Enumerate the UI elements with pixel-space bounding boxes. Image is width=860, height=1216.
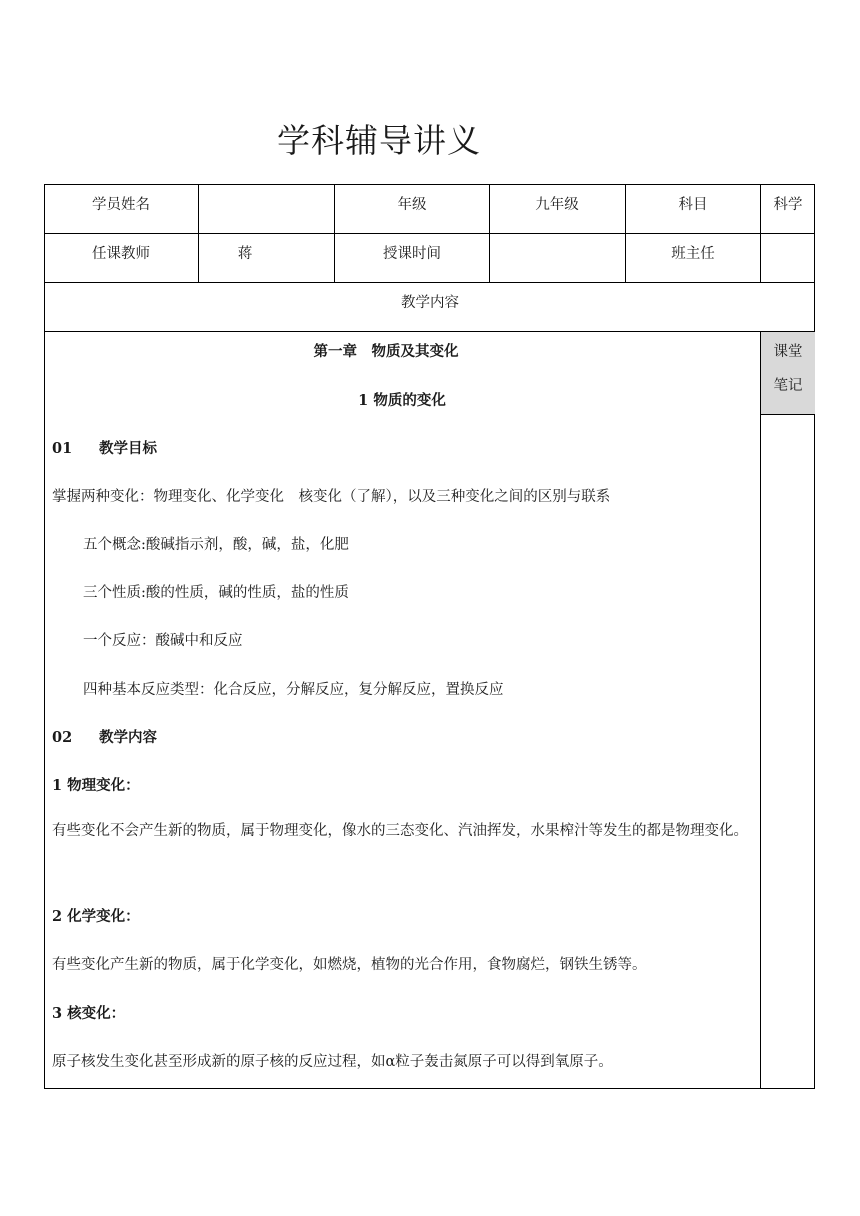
notes-divider xyxy=(761,414,815,415)
row-divider xyxy=(44,282,815,283)
goal-properties: 三个性质:酸的性质，碱的性质，盐的性质 xyxy=(83,585,349,601)
notes-label-bottom: 笔记 xyxy=(773,378,803,394)
goals-title: 教学目标 xyxy=(99,440,157,457)
chapter-heading: 第一章 物质及其变化 xyxy=(313,343,459,360)
nuclear-change-heading: 3 核变化： xyxy=(52,1005,126,1022)
goal-reaction: 一个反应：酸碱中和反应 xyxy=(83,633,243,649)
grade-value: 九年级 xyxy=(535,197,579,213)
class-time-label: 授课时间 xyxy=(383,246,441,262)
goal-reaction-types: 四种基本反应类型：化合反应，分解反应，复分解反应，置换反应 xyxy=(83,682,504,698)
subject-label: 科目 xyxy=(678,197,708,213)
col-divider xyxy=(334,184,335,282)
notes-col-divider xyxy=(760,331,761,1089)
student-name-label: 学员姓名 xyxy=(92,197,150,213)
goals-summary: 掌握两种变化：物理变化、化学变化 核变化（了解），以及三种变化之间的区别与联系 xyxy=(52,489,611,505)
physical-change-heading: 1 物理变化： xyxy=(52,777,140,794)
content-number: 02 xyxy=(52,729,73,746)
goals-number: 01 xyxy=(52,440,73,457)
col-divider xyxy=(625,184,626,282)
subject-value: 科学 xyxy=(773,197,803,213)
teacher-label: 任课教师 xyxy=(92,246,150,262)
content-section-label: 教学内容 xyxy=(401,295,459,311)
row-divider xyxy=(44,331,815,332)
goal-concepts: 五个概念:酸碱指示剂，酸，碱，盐，化肥 xyxy=(83,537,349,553)
col-divider xyxy=(760,184,761,282)
notes-label-top: 课堂 xyxy=(773,344,803,360)
head-teacher-label: 班主任 xyxy=(671,246,715,262)
section-heading: 1 物质的变化 xyxy=(358,392,446,409)
content-title: 教学内容 xyxy=(99,729,157,746)
page-title: 学科辅导讲义 xyxy=(277,121,481,160)
nuclear-change-text: 原子核发生变化甚至形成新的原子核的反应过程，如α粒子轰击氮原子可以得到氧原子。 xyxy=(52,1054,613,1070)
col-divider xyxy=(489,184,490,282)
chemical-change-text: 有些变化产生新的物质，属于化学变化，如燃烧，植物的光合作用，食物腐烂，钢铁生锈等。 xyxy=(52,957,647,973)
col-divider xyxy=(198,184,199,282)
grade-label: 年级 xyxy=(397,197,427,213)
chemical-change-heading: 2 化学变化： xyxy=(52,908,140,925)
teacher-value: 蒋 xyxy=(237,246,253,262)
physical-change-text: 有些变化不会产生新的物质，属于物理变化，像水的三态变化、汽油挥发，水果榨汁等发生的都是物理变化。 xyxy=(52,823,748,839)
goals-heading xyxy=(52,437,157,458)
row-divider xyxy=(44,233,815,234)
content-heading xyxy=(52,726,157,747)
